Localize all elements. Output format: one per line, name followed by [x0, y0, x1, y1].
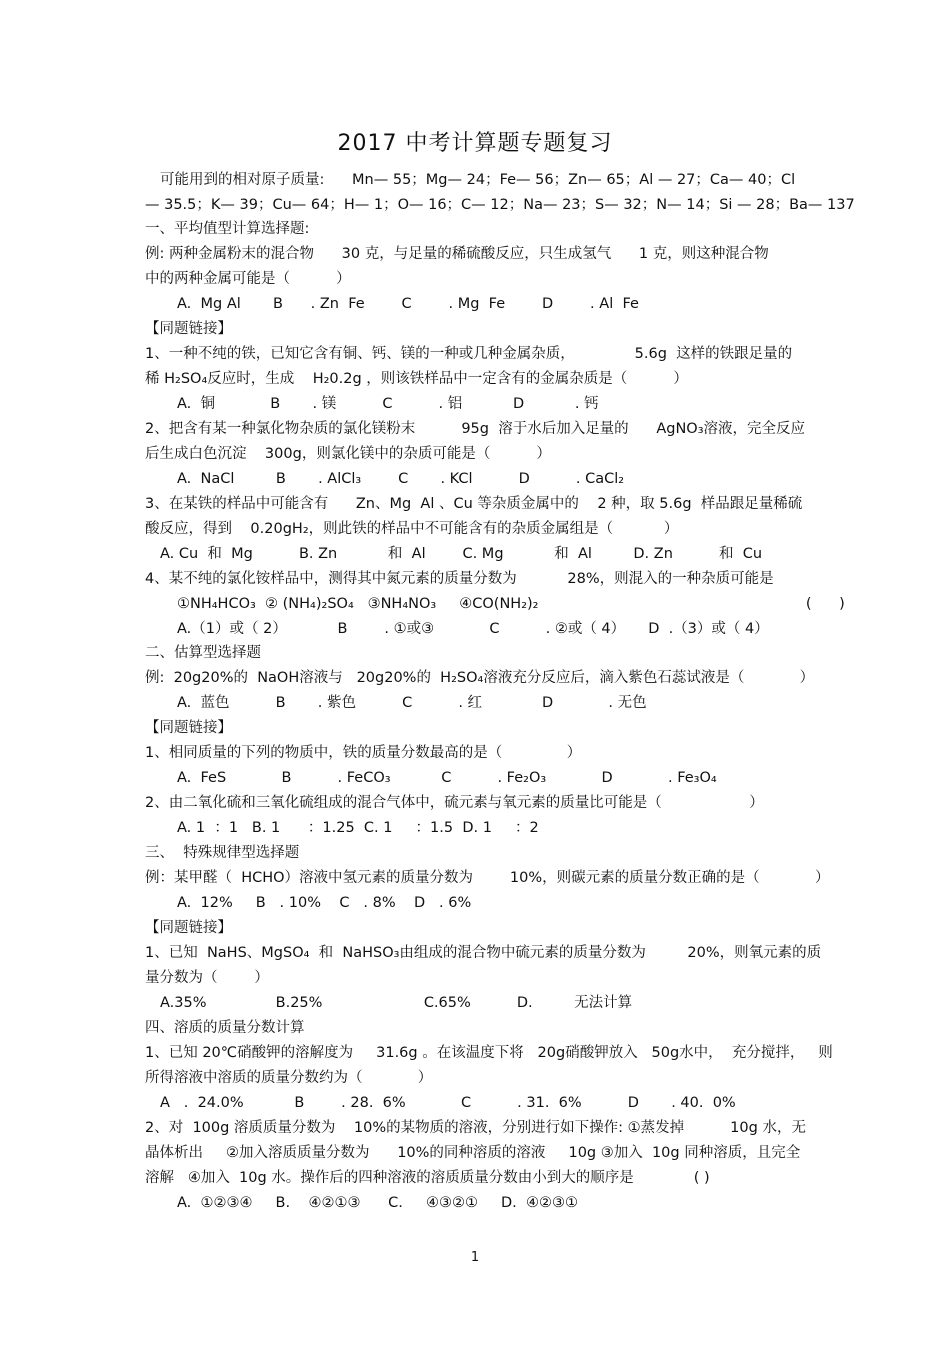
- answer-options: A. 蓝色 B . 紫色 C . 红 D . 无色: [177, 695, 647, 711]
- text-line: 例: 20g20%的 NaOH溶液与 20g20%的 H₂SO₄溶液充分反应后，滴入紫色石蕊试液是（ ）: [145, 670, 815, 686]
- text-line: 1、相同质量的下列的物质中，铁的质量分数最高的是（ ）: [145, 745, 582, 761]
- text-line: 中的两种金属可能是（ ）: [145, 271, 351, 287]
- text-line: 2、对 100g 溶质质量分数为 10%的某物质的溶液，分别进行如下操作: ①蒸发掉 10g 水，无: [145, 1120, 806, 1136]
- answer-options: A.（1）或（ 2） B . ①或③ C . ②或（ 4） D .（3）或（ 4）: [177, 621, 769, 637]
- text-line: 1、已知 20℃硝酸钾的溶解度为 31.6g 。在该温度下将 20g硝酸钾放入 50g水中， 充分搅拌， 则: [145, 1045, 833, 1061]
- text-line: 所得溶液中溶质的质量分数约为（ ）: [145, 1070, 433, 1086]
- text-line: 可能用到的相对原子质量: Mn— 55；Mg— 24；Fe— 56；Zn— 65；Al — 27；Ca— 40；Cl: [160, 172, 796, 188]
- answer-options: A.35% B.25% C.65% D. 无法计算: [160, 995, 633, 1011]
- answer-options: A. NaCl B . AlCl₃ C . KCl D . CaCl₂: [177, 471, 625, 487]
- answer-options: A. Mg Al B . Zn Fe C . Mg Fe D . Al Fe: [177, 296, 639, 312]
- answer-options: A. 12% B . 10% C . 8% D . 6%: [177, 895, 472, 911]
- text-line: ①NH₄HCO₃ ② (NH₄)₂SO₄ ③NH₄NO₃ ④CO(NH₂)₂ ( ): [177, 596, 845, 612]
- answer-options: A . 24.0% B . 28. 6% C . 31. 6% D . 40. 0%: [160, 1095, 736, 1111]
- section-heading: 【同题链接】: [145, 321, 232, 337]
- section-heading: 三、 特殊规律型选择题: [145, 845, 300, 861]
- section-heading: 一、平均值型计算选择题:: [145, 221, 310, 237]
- text-line: 2、把含有某一种氯化物杂质的氯化镁粉末 95g 溶于水后加入足量的 AgNO₃溶液，完全反应: [145, 421, 806, 437]
- text-line: — 35.5；K— 39；Cu— 64；H— 1；O— 16；C— 12；Na— 23；S— 32；N— 14；Si — 28；Ba— 137: [145, 197, 855, 213]
- text-line: 例：某甲醛（ HCHO）溶液中氢元素的质量分数为 10%，则碳元素的质量分数正确的是（ ）: [145, 870, 830, 886]
- text-line: 晶体析出 ②加入溶质质量分数为 10%的同种溶质的溶液 10g ③加入 10g 同种溶质，且完全: [145, 1145, 801, 1161]
- page-number: 1: [470, 1250, 480, 1265]
- text-line: 酸反应，得到 0.20gH₂，则此铁的样品中不可能含有的杂质金属组是（ ）: [145, 521, 679, 537]
- text-line: 2、由二氧化硫和三氧化硫组成的混合气体中，硫元素与氧元素的质量比可能是（ ）: [145, 795, 764, 811]
- text-line: 量分数为（ ）: [145, 970, 269, 986]
- section-heading: 二、估算型选择题: [145, 645, 261, 661]
- text-line: 3、在某铁的样品中可能含有 Zn、Mg Al 、Cu 等杂质金属中的 2 种，取 5.6g 样品跟足量稀硫: [145, 496, 803, 512]
- answer-options: A. 1 ：1 B. 1 ：1.25 C. 1 ：1.5 D. 1 ：2: [177, 820, 539, 836]
- text-line: 1、一种不纯的铁，已知它含有铜、钙、镁的一种或几种金属杂质， 5.6g 这样的铁跟足量的: [145, 346, 793, 362]
- answer-options: A. 铜 B . 镁 C . 铝 D . 钙: [177, 396, 599, 412]
- text-line: 1、已知 NaHS、MgSO₄ 和 NaHSO₃由组成的混合物中硫元素的质量分数为 20%，则氧元素的质: [145, 945, 822, 961]
- text-line: 稀 H₂SO₄反应时，生成 H₂0.2g ，则该铁样品中一定含有的金属杂质是（ ）: [145, 371, 688, 387]
- answer-options: A. FeS B . FeCO₃ C . Fe₂O₃ D . Fe₃O₄: [177, 770, 717, 786]
- text-line: 溶解 ④加入 10g 水。操作后的四种溶液的溶质质量分数由小到大的顺序是 ( ): [145, 1170, 710, 1186]
- section-heading: 【同题链接】: [145, 920, 232, 936]
- answer-options: A. ①②③④ B. ④②①③ C. ④③②① D. ④②③①: [177, 1195, 578, 1211]
- page-title: 2017 中考计算题专题复习: [337, 131, 613, 156]
- text-line: 例: 两种金属粉末的混合物 30 克，与足量的稀硫酸反应，只生成氢气 1 克，则这种混合物: [145, 246, 769, 262]
- section-heading: 四、溶质的质量分数计算: [145, 1020, 305, 1036]
- text-line: 后生成白色沉淀 300g，则氯化镁中的杂质可能是（ ）: [145, 446, 551, 462]
- answer-options: A. Cu 和 Mg B. Zn 和 Al C. Mg 和 Al D. Zn 和 Cu: [160, 546, 763, 562]
- text-line: 4、某不纯的氯化铵样品中，测得其中氮元素的质量分数为 28%，则混入的一种杂质可能是: [145, 571, 774, 587]
- section-heading: 【同题链接】: [145, 720, 232, 736]
